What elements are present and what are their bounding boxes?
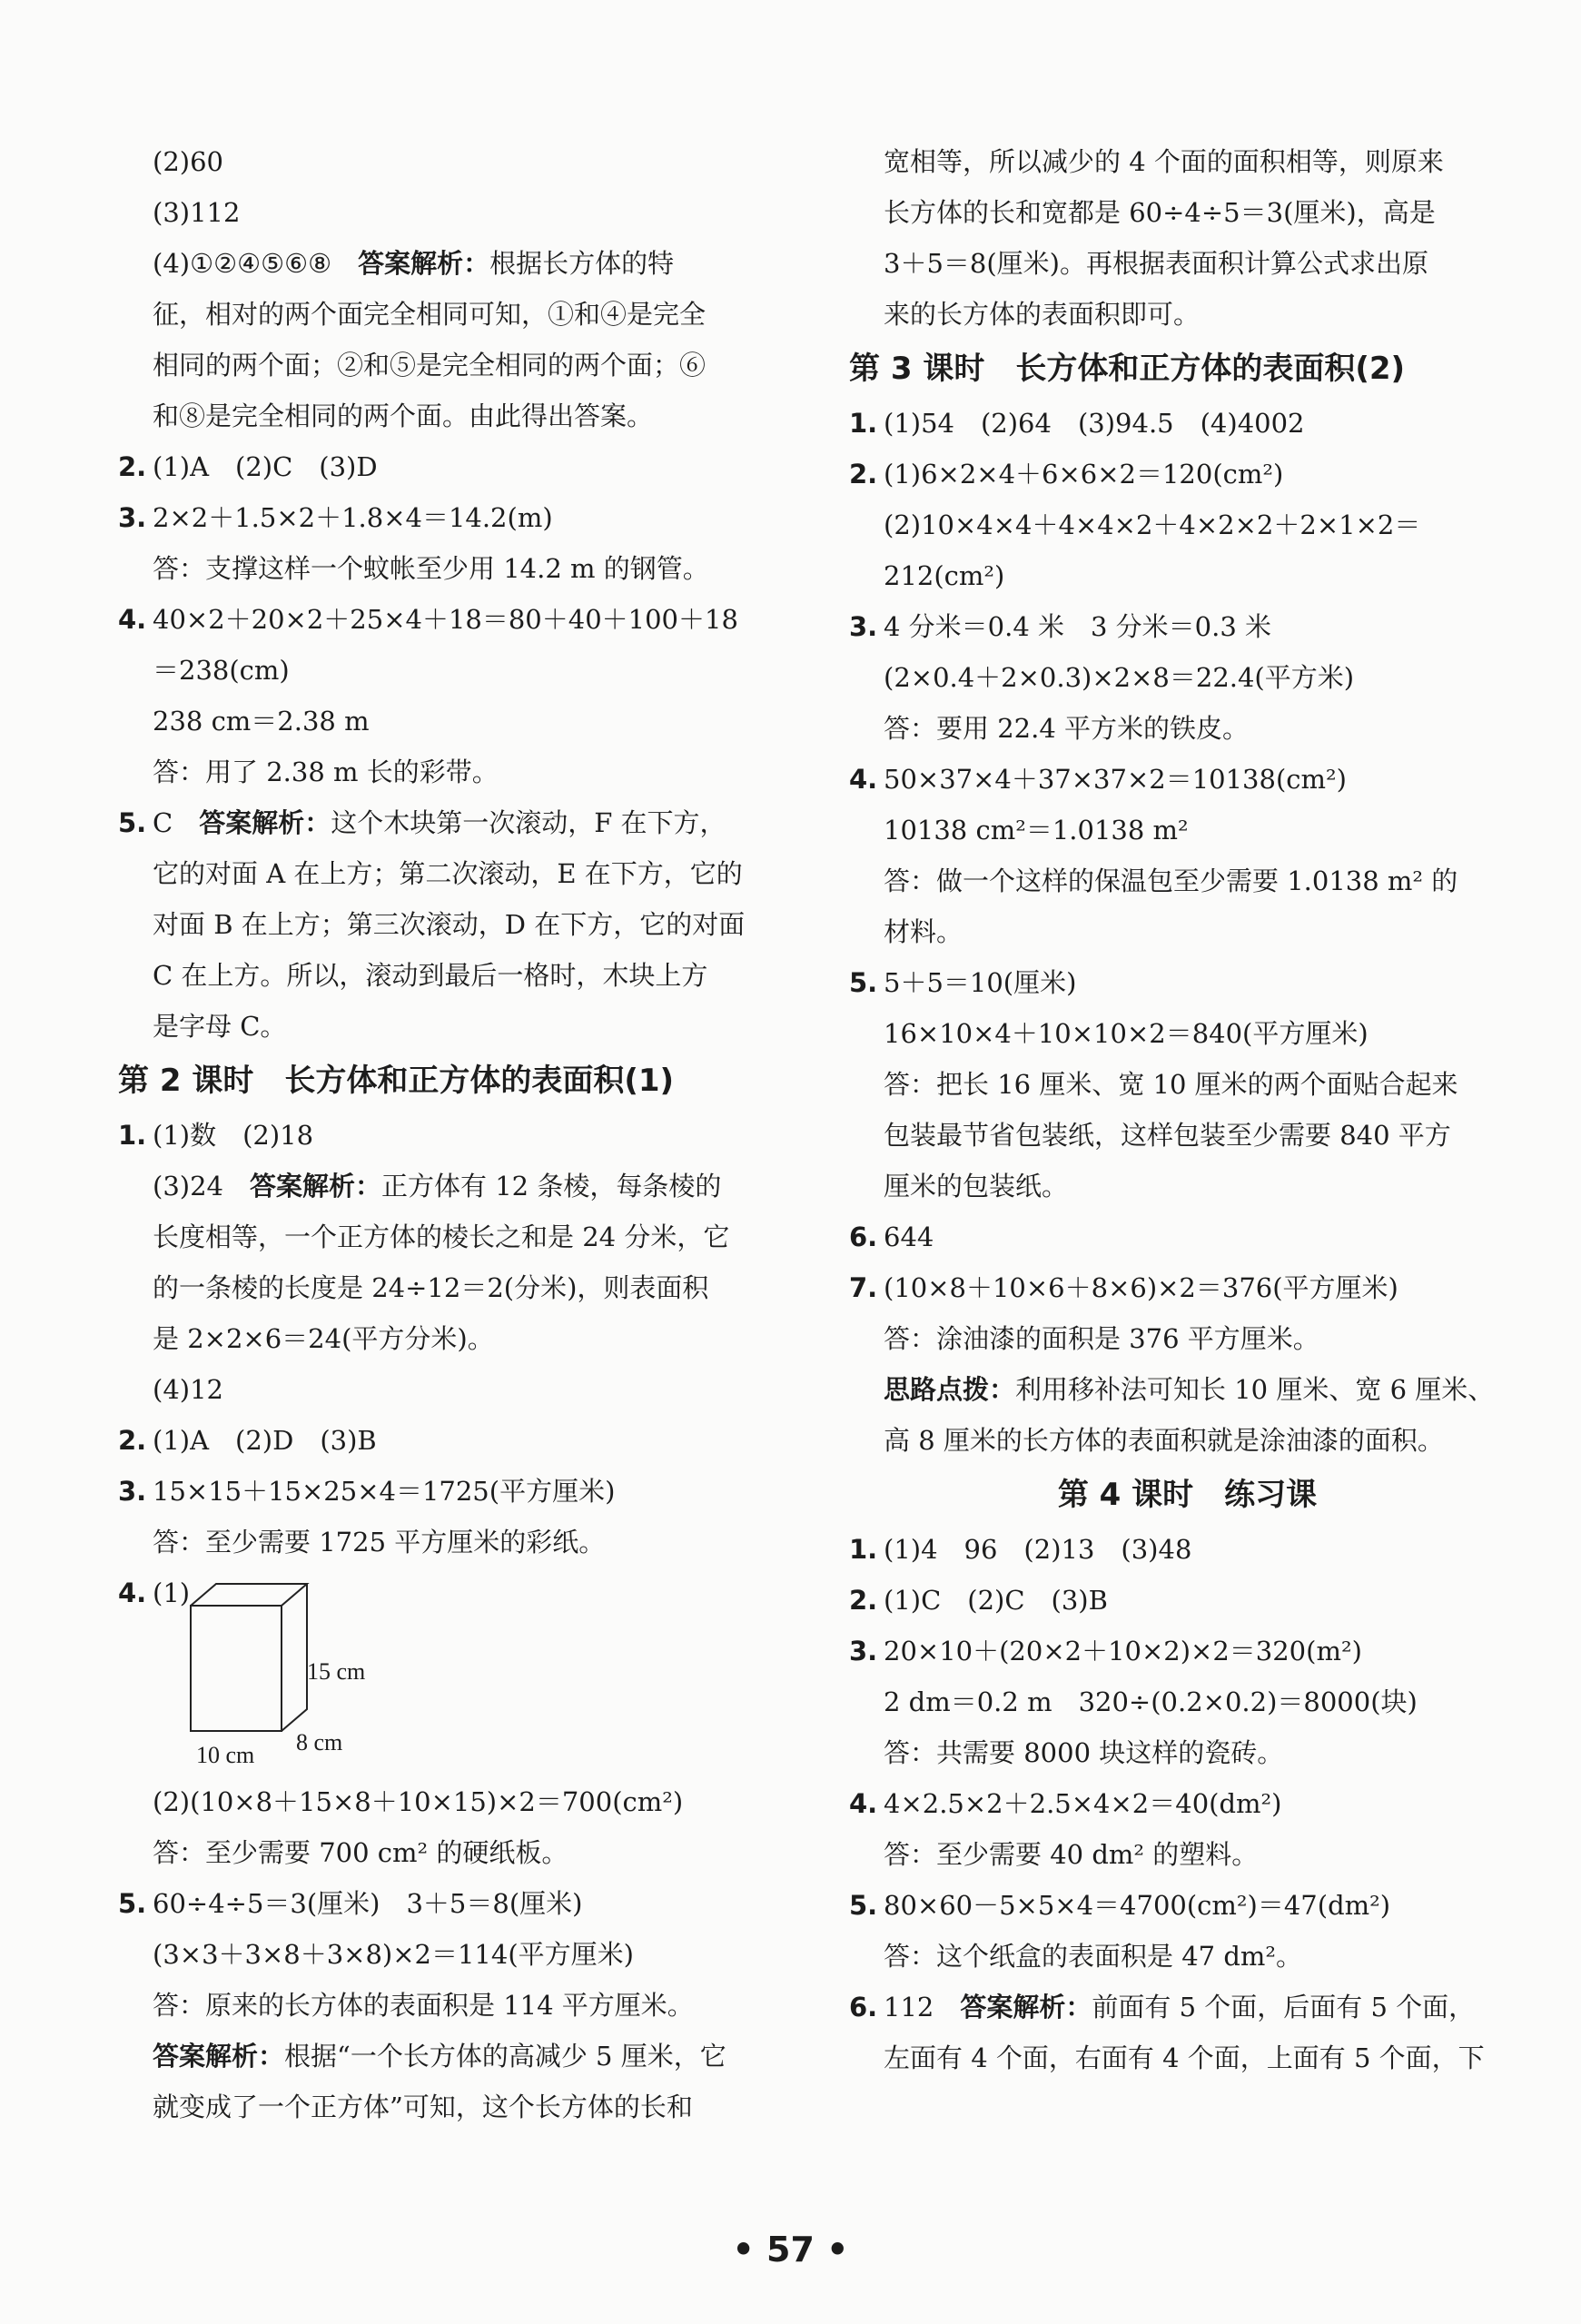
text-line: 16×10×4＋10×10×2＝840(平方厘米) xyxy=(884,1018,1369,1049)
item-number: 1. xyxy=(849,408,878,439)
text-line: 答：至少需要 40 dm² 的塑料。 xyxy=(884,1839,1259,1870)
item-number: 5. xyxy=(118,1888,147,1919)
text-line: (2)60 xyxy=(153,146,223,177)
answer-item xyxy=(849,957,1526,1008)
item-number: 3. xyxy=(849,611,878,642)
answer-text: 2×2＋1.5×2＋1.8×4＝14.2(m) xyxy=(153,502,553,533)
cuboid-side-face xyxy=(282,1584,307,1731)
analysis-label: 答案解析： xyxy=(358,248,490,279)
text-line: 长方体的长和宽都是 60÷4÷5＝3(厘米)，高是 xyxy=(884,197,1436,228)
text-line: 答：这个纸盒的表面积是 47 dm²。 xyxy=(884,1941,1303,1972)
analysis-label: 答案解析： xyxy=(153,2041,285,2072)
answer-item xyxy=(849,1262,1526,1313)
answer-text: 20×10＋(20×2＋10×2)×2＝320(m²) xyxy=(884,1636,1362,1666)
item-number: 5. xyxy=(118,807,147,838)
answer-item xyxy=(849,1575,1526,1626)
cuboid-diagram xyxy=(180,1577,316,1740)
answer-item xyxy=(118,1415,795,1466)
item-number: 3. xyxy=(118,502,147,533)
answer-text: (1) xyxy=(153,1577,191,1608)
item-number: 1. xyxy=(118,1120,147,1151)
text-line: 3＋5＝8(厘米)。再根据表面积计算公式求出原 xyxy=(884,248,1428,279)
text-line: 对面 B 在上方；第三次滚动，D 在下方，它的对面 xyxy=(153,909,746,940)
text-line: C 在上方。所以，滚动到最后一格时，木块上方 xyxy=(153,960,708,991)
answer-item xyxy=(849,398,1526,449)
answer-text: (10×8＋10×6＋8×6)×2＝376(平方厘米) xyxy=(884,1272,1398,1303)
answer-text: 60÷4÷5＝3(厘米) 3＋5＝8(厘米) xyxy=(153,1888,583,1919)
answer-item xyxy=(849,754,1526,805)
answer-item xyxy=(849,1626,1526,1676)
analysis-text: 前面有 5 个面，后面有 5 个面， xyxy=(1092,1992,1476,2022)
answer-item xyxy=(849,1982,1526,2032)
item-number: 5. xyxy=(849,1890,878,1921)
lesson-heading: 第 2 课时 长方体和正方体的表面积(1) xyxy=(118,1063,675,1099)
cuboid-figure xyxy=(118,1567,795,1776)
text-line: ＝238(cm) xyxy=(153,655,290,686)
analysis-label: 答案解析： xyxy=(960,1992,1092,2022)
answer-item xyxy=(849,449,1526,499)
answer-text: 15×15＋15×25×4＝1725(平方厘米) xyxy=(153,1476,616,1507)
text-line xyxy=(118,238,795,289)
answer-item xyxy=(849,1778,1526,1829)
height-label: 15 cm xyxy=(307,1658,366,1685)
answer-item xyxy=(849,1211,1526,1262)
text-line: 长度相等，一个正方体的棱长之和是 24 分米，它 xyxy=(153,1221,730,1252)
item-number: 4. xyxy=(849,1788,878,1819)
answer-text: (4)①②④⑤⑥⑧ xyxy=(153,248,332,279)
text-line: 238 cm＝2.38 m xyxy=(153,706,370,737)
answer-text: (1)6×2×4＋6×6×2＝120(cm²) xyxy=(884,459,1284,490)
text-line: 答：共需要 8000 块这样的瓷砖。 xyxy=(884,1737,1284,1768)
text-line: 答：原来的长方体的表面积是 114 平方厘米。 xyxy=(153,1990,694,2021)
text-line: 的一条棱的长度是 24÷12＝2(分米)，则表面积 xyxy=(153,1272,709,1303)
item-number: 6. xyxy=(849,1992,878,2022)
answer-item xyxy=(849,1880,1526,1931)
text-line: 包装最节省包装纸，这样包装至少需要 840 平方 xyxy=(884,1120,1451,1151)
analysis-text: 正方体有 12 条棱，每条棱的 xyxy=(381,1171,722,1202)
answer-item xyxy=(849,1524,1526,1575)
item-number: 2. xyxy=(118,1425,147,1456)
item-number: 2. xyxy=(118,451,147,482)
depth-label: 8 cm xyxy=(296,1729,343,1755)
answer-item xyxy=(849,601,1526,652)
hint-text: 利用移补法可知长 10 厘米、宽 6 厘米、 xyxy=(1015,1374,1495,1405)
answer-text: (1)A (2)C (3)D xyxy=(153,451,378,482)
item-number: 4. xyxy=(849,764,878,795)
answer-text: (1)54 (2)64 (3)94.5 (4)4002 xyxy=(884,408,1305,439)
item-number: 2. xyxy=(849,1585,878,1616)
answer-text: 4×2.5×2＋2.5×4×2＝40(dm²) xyxy=(884,1788,1282,1819)
item-number: 2. xyxy=(849,459,878,490)
answer-item xyxy=(118,1466,795,1517)
lesson-heading: 第 4 课时 练习课 xyxy=(1057,1477,1318,1513)
text-line: 答：做一个这样的保温包至少需要 1.0138 m² 的 xyxy=(884,865,1458,896)
analysis-text: 这个木块第一次滚动，F 在下方， xyxy=(331,807,726,838)
text-line: 宽相等，所以减少的 4 个面的面积相等，则原来 xyxy=(884,146,1444,177)
hint-label: 思路点拨： xyxy=(884,1374,1016,1405)
answer-text: 40×2＋20×2＋25×4＋18＝80＋40＋100＋18 xyxy=(153,604,738,635)
answer-text: C xyxy=(153,807,200,838)
text-line: 答：用了 2.38 m 长的彩带。 xyxy=(153,757,499,787)
answer-text: (3)24 xyxy=(153,1171,250,1202)
text-line: 212(cm²) xyxy=(884,560,1005,591)
answer-item xyxy=(118,1110,795,1161)
answer-item xyxy=(118,797,795,848)
text-line: (2×0.4＋2×0.3)×2×8＝22.4(平方米) xyxy=(884,662,1355,693)
text-line: 厘米的包装纸。 xyxy=(884,1171,1069,1202)
analysis-label: 答案解析： xyxy=(249,1171,381,1202)
text-line: 2 dm＝0.2 m 320÷(0.2×0.2)＝8000(块) xyxy=(884,1686,1418,1717)
text-line: 10138 cm²＝1.0138 m² xyxy=(884,815,1189,846)
answer-text: (1)A (2)D (3)B xyxy=(153,1425,377,1456)
text-line: 材料。 xyxy=(884,916,963,947)
answer-item xyxy=(118,594,795,645)
analysis-text: 根据长方体的特 xyxy=(489,248,675,279)
item-number: 7. xyxy=(849,1272,878,1303)
text-line: (3×3＋3×8＋3×8)×2＝114(平方厘米) xyxy=(153,1939,634,1970)
text-line: (2)(10×8＋15×8＋10×15)×2＝700(cm²) xyxy=(153,1786,684,1817)
answer-text: 112 xyxy=(884,1992,961,2022)
text-line: 相同的两个面；②和⑤是完全相同的两个面；⑥ xyxy=(153,350,707,381)
text-line: 是字母 C。 xyxy=(153,1011,287,1042)
answer-text: 644 xyxy=(884,1221,934,1252)
answer-text: (1)C (2)C (3)B xyxy=(884,1585,1108,1616)
analysis-text: 根据“一个长方体的高减少 5 厘米，它 xyxy=(284,2041,726,2072)
text-line xyxy=(118,1161,795,1211)
text-line: 答：涂油漆的面积是 376 平方厘米。 xyxy=(884,1323,1319,1354)
analysis-label: 答案解析： xyxy=(199,807,331,838)
text-line: 是 2×2×6＝24(平方分米)。 xyxy=(153,1323,494,1354)
item-number: 5. xyxy=(849,967,878,998)
text-line: 答：支撑这样一个蚊帐至少用 14.2 m 的钢管。 xyxy=(153,553,709,584)
answer-text: 4 分米＝0.4 米 3 分米＝0.3 米 xyxy=(884,611,1272,642)
text-line: 就变成了一个正方体”可知，这个长方体的长和 xyxy=(153,2092,693,2122)
text-line: 答：至少需要 1725 平方厘米的彩纸。 xyxy=(153,1527,606,1558)
answer-text: 5＋5＝10(厘米) xyxy=(884,967,1077,998)
answer-text: (1)数 (2)18 xyxy=(153,1120,314,1151)
item-number: 1. xyxy=(849,1534,878,1565)
text-line: (2)10×4×4＋4×4×2＋4×2×2＋2×1×2＝ xyxy=(884,509,1421,540)
text-line: 答：至少需要 700 cm² 的硬纸板。 xyxy=(153,1837,568,1868)
text-line xyxy=(849,1364,1526,1415)
text-line: 来的长方体的表面积即可。 xyxy=(884,299,1201,330)
answer-text: 80×60－5×5×4＝4700(cm²)＝47(dm²) xyxy=(884,1890,1391,1921)
text-line: (4)12 xyxy=(153,1374,223,1405)
answer-text: (1)4 96 (2)13 (3)48 xyxy=(884,1534,1192,1565)
page-number: • 57 • xyxy=(732,2230,849,2270)
cuboid-front-face xyxy=(191,1606,282,1731)
text-line: (3)112 xyxy=(153,197,241,228)
text-line xyxy=(118,2031,795,2082)
item-number: 6. xyxy=(849,1221,878,1252)
answer-text: 50×37×4＋37×37×2＝10138(cm²) xyxy=(884,764,1347,795)
text-line: 征，相对的两个面完全相同可知，①和④是完全 xyxy=(153,299,707,330)
item-number: 4. xyxy=(118,1577,147,1608)
text-line: 和⑧是完全相同的两个面。由此得出答案。 xyxy=(153,401,654,431)
text-line: 它的对面 A 在上方；第二次滚动，E 在下方，它的 xyxy=(153,858,743,889)
cuboid-top-face xyxy=(191,1584,307,1606)
text-line: 高 8 厘米的长方体的表面积就是涂油漆的面积。 xyxy=(884,1425,1444,1456)
item-number: 3. xyxy=(849,1636,878,1666)
width-label: 10 cm xyxy=(196,1742,255,1768)
text-line: 答：要用 22.4 平方米的铁皮。 xyxy=(884,713,1250,744)
answer-item xyxy=(118,492,795,543)
item-number: 4. xyxy=(118,604,147,635)
answer-item xyxy=(118,1878,795,1929)
text-line: 左面有 4 个面，右面有 4 个面，上面有 5 个面，下 xyxy=(884,2042,1485,2073)
right-column xyxy=(849,136,1526,2083)
item-number: 3. xyxy=(118,1476,147,1507)
lesson-heading: 第 3 课时 长方体和正方体的表面积(2) xyxy=(849,351,1406,387)
left-column xyxy=(118,136,795,2132)
text-line: 答：把长 16 厘米、宽 10 厘米的两个面贴合起来 xyxy=(884,1069,1458,1100)
answer-item xyxy=(118,441,795,492)
